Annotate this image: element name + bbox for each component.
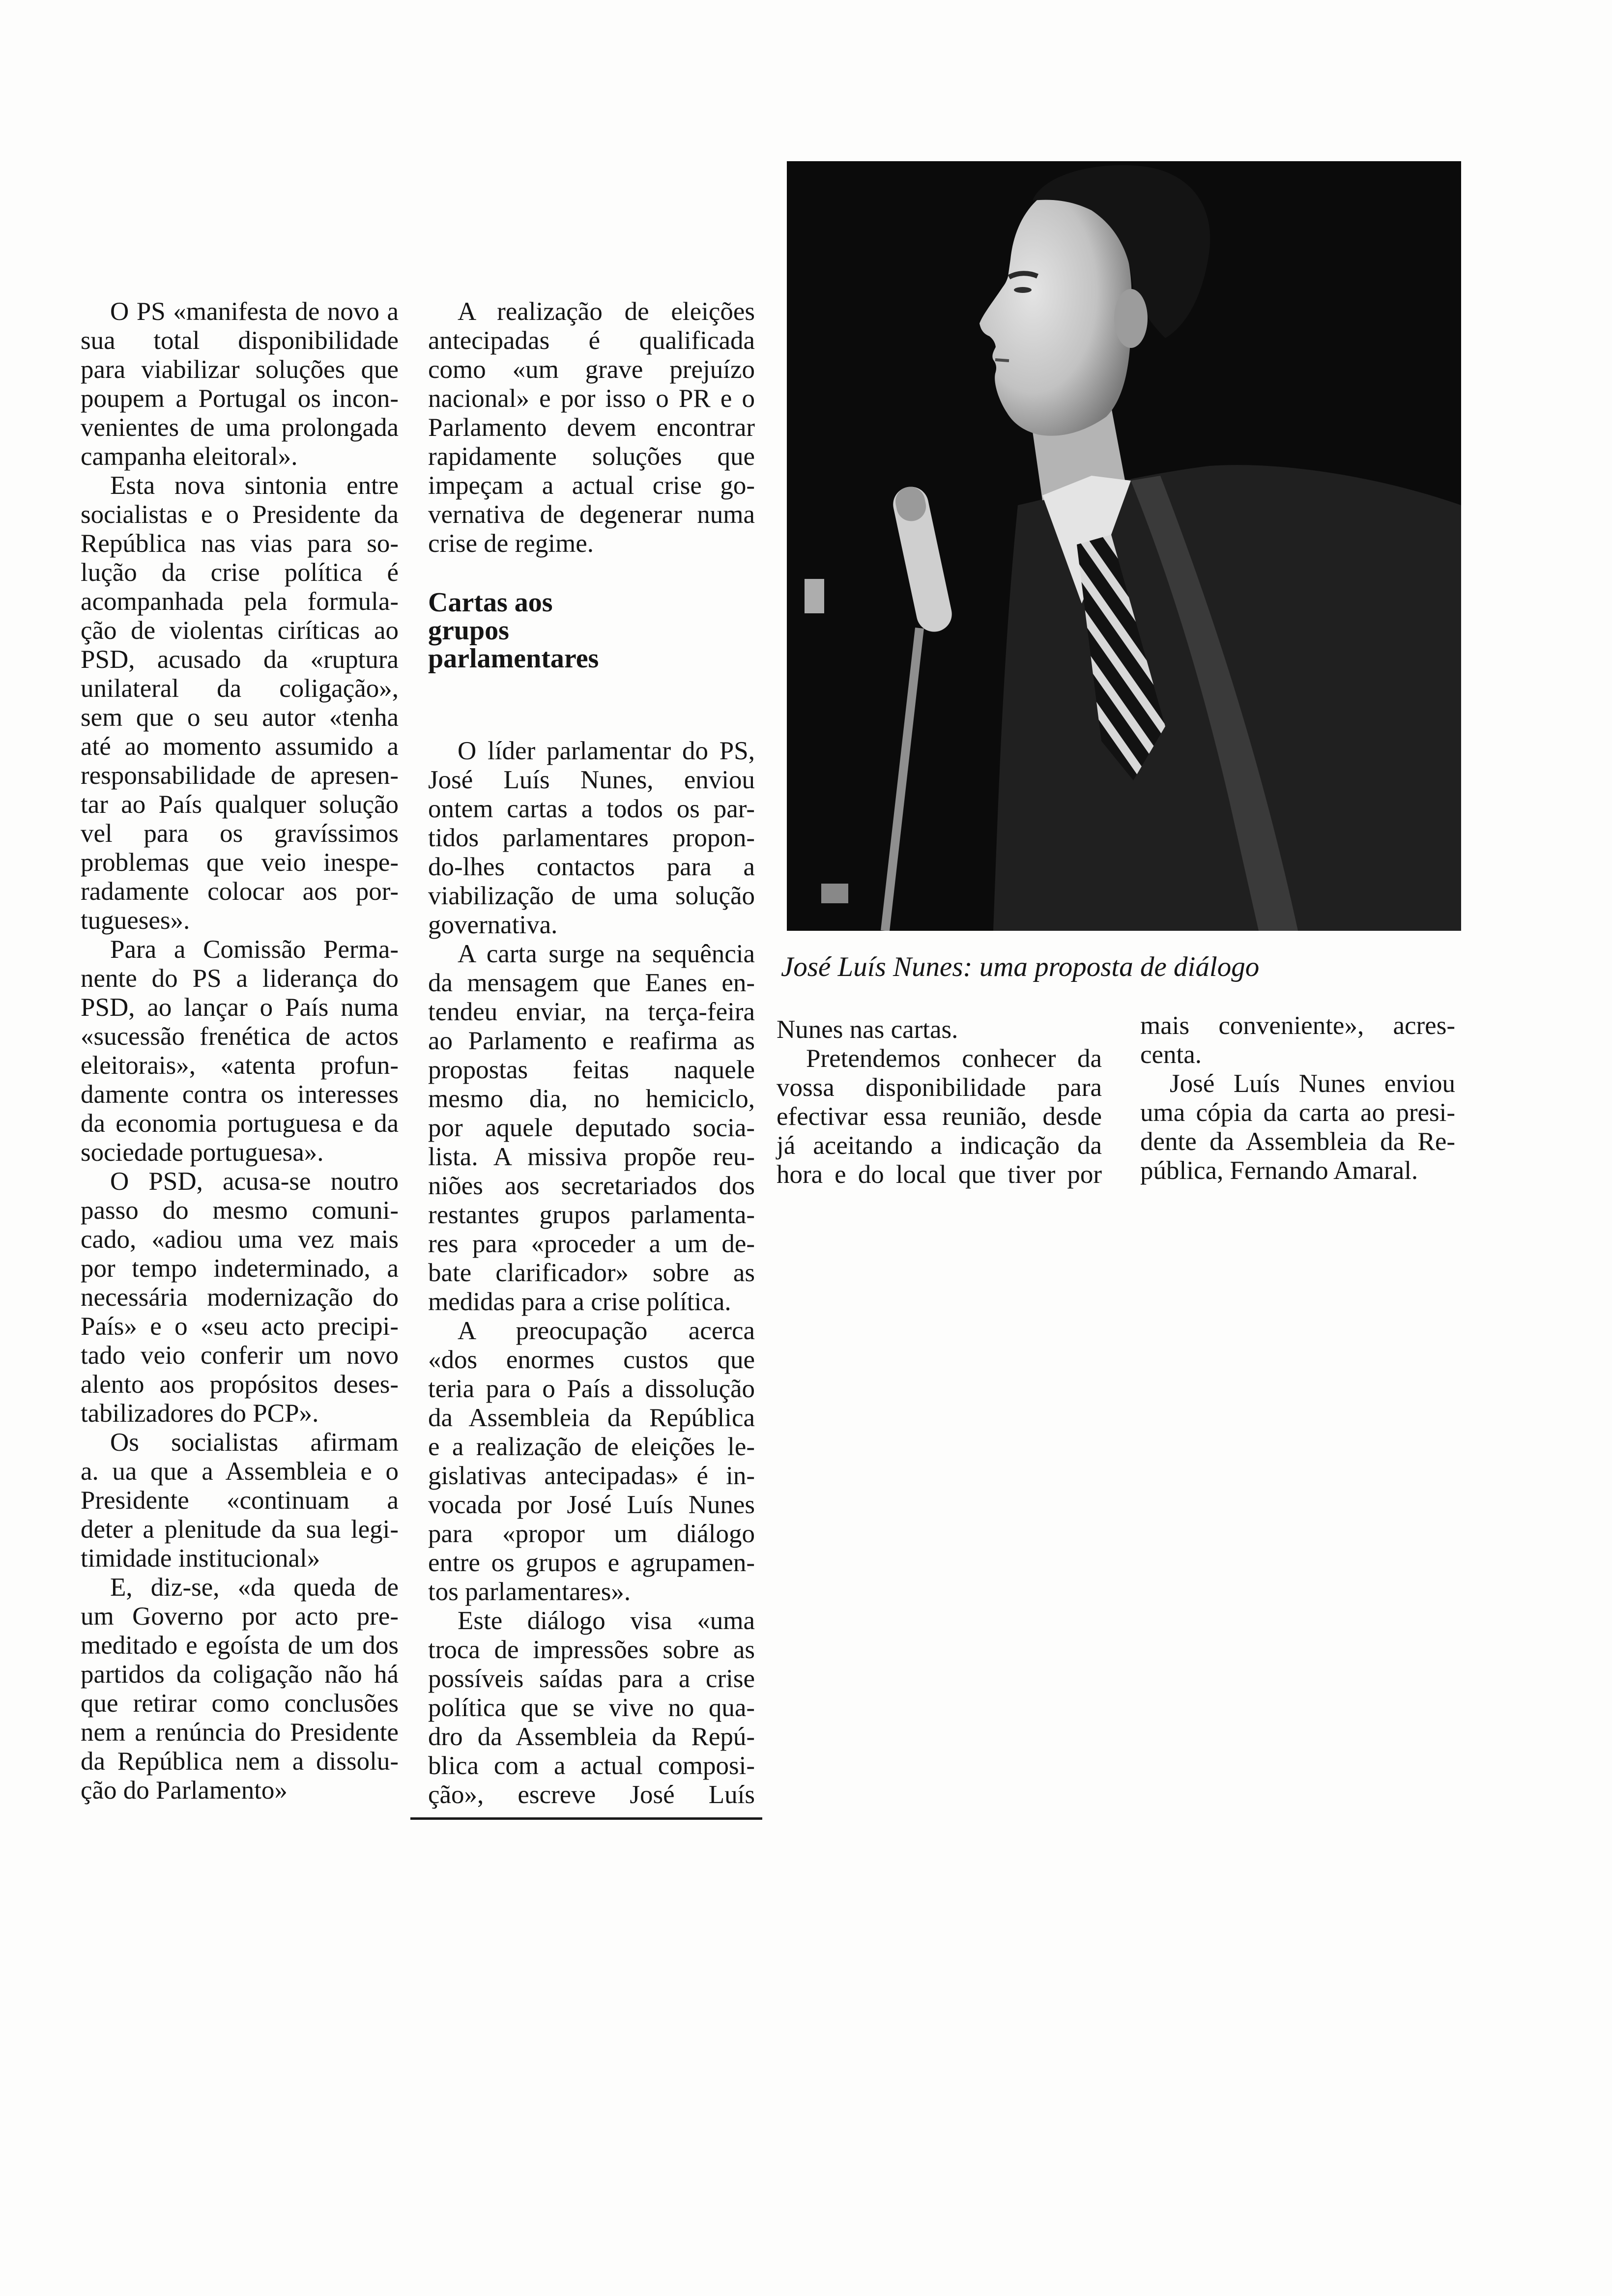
ear: [1114, 289, 1148, 348]
text-line: vernativa de degenerar numa: [428, 500, 755, 529]
subheading-line: parlamentares: [428, 643, 599, 674]
text-line: País» e o «seu acto precipi-: [81, 1312, 399, 1341]
article-paragraph: [428, 297, 755, 558]
text-line: responsabilidade de apresen-: [81, 761, 399, 790]
article-paragraph: [777, 1015, 1102, 1044]
section-subheading: [428, 589, 755, 673]
text-line: política que se vive no qua-: [428, 1693, 755, 1722]
text-line: ontem cartas a todos os par-: [428, 795, 755, 823]
text-line: cado, «adiou uma vez mais: [81, 1225, 399, 1254]
text-line: gislativas antecipadas» é in-: [428, 1462, 755, 1490]
text-line: vossa disponibilidade para: [777, 1073, 1102, 1102]
text-line: hora e do local que tiver por: [777, 1160, 1102, 1189]
text-line: já aceitando a indicação da: [777, 1131, 1102, 1160]
text-line: nem a renúncia do Presidente: [81, 1718, 399, 1747]
text-line: acompanhada pela formula-: [81, 587, 399, 616]
text-line: da economia portuguesa e da: [81, 1109, 399, 1138]
text-line: deter a plenitude da sua legi-: [81, 1515, 399, 1544]
text-line: O PSD, acusa-se noutro: [110, 1167, 399, 1196]
text-line: entre os grupos e agrupamen-: [428, 1549, 755, 1577]
article-paragraph: [428, 737, 755, 940]
text-line: governativa.: [428, 911, 558, 939]
text-line: blica com a actual composi-: [428, 1751, 755, 1780]
article-paragraph: [1140, 1011, 1455, 1069]
text-line: pública, Fernando Amaral.: [1140, 1156, 1418, 1185]
text-line: ao Parlamento e reafirma as: [428, 1027, 755, 1055]
subheading-line: grupos: [428, 615, 509, 646]
text-line: res para «proceder a um de-: [428, 1230, 755, 1258]
text-line: Este diálogo visa «uma: [458, 1607, 755, 1635]
text-line: José Luís Nunes enviou: [1170, 1069, 1455, 1098]
text-line: damente contra os interesses: [81, 1080, 399, 1109]
text-line: teria para o País a dissolução: [428, 1375, 755, 1403]
text-line: sua total disponibilidade: [81, 326, 399, 355]
text-line: E, diz-se, «da queda de: [110, 1573, 399, 1602]
text-line: nacional» e por isso o PR e o: [428, 384, 755, 413]
article-paragraph: [428, 1317, 755, 1607]
text-line: ção», escreve José Luís: [428, 1780, 755, 1809]
text-line: Presidente «continuam a: [81, 1486, 399, 1515]
text-line: campanha eleitoral».: [81, 442, 298, 471]
text-line: venientes de uma prolongada: [81, 413, 399, 442]
text-line: uma cópia da carta ao presi-: [1140, 1098, 1455, 1127]
text-line: Para a Comissão Perma-: [110, 935, 399, 964]
text-line: medidas para a crise política.: [428, 1288, 731, 1316]
light-glint: [805, 579, 824, 613]
text-line: A realização de eleições: [458, 297, 755, 326]
text-line: timidade institucional»: [81, 1544, 320, 1573]
text-line: crise de regime.: [428, 529, 594, 558]
mouth: [995, 360, 1009, 361]
text-line: Parlamento devem encontrar: [428, 413, 755, 442]
text-line: tugueses».: [81, 906, 190, 935]
text-line: necessária modernização do: [81, 1283, 399, 1312]
text-line: dente da Assembleia da Re-: [1140, 1127, 1455, 1156]
text-line: problemas que veio inespe-: [81, 848, 399, 877]
text-line: possíveis saídas para a crise: [428, 1665, 755, 1693]
article-paragraph: [81, 1167, 399, 1428]
article-column-1: [81, 297, 399, 1805]
text-line: «sucessão frenética de actos: [81, 1022, 399, 1051]
text-line: A preocupação acerca: [458, 1317, 755, 1345]
eye: [1014, 287, 1032, 293]
text-line: como «um grave prejuízo: [428, 355, 755, 384]
text-line: por aquele deputado socia-: [428, 1114, 755, 1142]
text-line: niões aos secretariados dos: [428, 1172, 755, 1200]
column-2-intro: [428, 297, 755, 558]
text-line: lista. A missiva propõe reu-: [428, 1143, 755, 1171]
article-paragraph: [1140, 1069, 1455, 1185]
text-line: impeçam a actual crise go-: [428, 471, 755, 500]
article-paragraph: [81, 1573, 399, 1805]
text-line: lução da crise política é: [81, 558, 399, 587]
text-line: O líder parlamentar do PS,: [458, 737, 755, 765]
text-line: ção do Parlamento»: [81, 1776, 288, 1805]
column-end-rule: [410, 1817, 762, 1820]
article-paragraph: [81, 297, 399, 471]
article-column-4: [1140, 1011, 1455, 1185]
article-column-3: [777, 1015, 1102, 1189]
text-line: ção de violentas ciríticas ao: [81, 616, 399, 645]
text-line: meditado e egoísta de um dos: [81, 1631, 399, 1660]
text-line: tabilizadores do PCP».: [81, 1399, 319, 1428]
text-line: socialistas e o Presidente da: [81, 500, 399, 529]
text-line: PSD, acusado da «ruptura: [81, 645, 399, 674]
text-line: tado veio conferir um novo: [81, 1341, 399, 1370]
text-line: mesmo dia, no hemiciclo,: [428, 1085, 755, 1113]
text-line: radamente colocar aos por-: [81, 877, 399, 906]
text-line: tidos parlamentares propon-: [428, 824, 755, 852]
article-paragraph: [81, 1428, 399, 1573]
text-line: viabilização de uma solução: [428, 882, 755, 910]
text-line: A carta surge na sequência: [458, 940, 755, 968]
article-paragraph: [428, 940, 755, 1317]
text-line: poupem a Portugal os incon-: [81, 384, 399, 413]
text-line: partidos da coligação não há: [81, 1660, 399, 1689]
text-line: da Assembleia da República: [428, 1404, 755, 1432]
text-line: sociedade portuguesa».: [81, 1138, 324, 1167]
text-line: eleitorais», «atenta profun-: [81, 1051, 399, 1080]
text-line: da República nem a dissolu-: [81, 1747, 399, 1776]
text-line: por tempo indeterminado, a: [81, 1254, 399, 1283]
text-line: para viabilizar soluções que: [81, 355, 399, 384]
text-line: que retirar como conclusões: [81, 1689, 399, 1718]
text-line: tos parlamentares».: [428, 1578, 631, 1606]
text-line: «dos enormes custos que: [428, 1346, 755, 1374]
text-line: República nas vias para so-: [81, 529, 399, 558]
article-column-2: [428, 297, 755, 1809]
text-line: sem que o seu autor «tenha: [81, 703, 399, 732]
text-line: tar ao País qualquer solução: [81, 790, 399, 819]
text-line: unilateral da coligação»,: [81, 674, 399, 703]
text-line: e a realização de eleições le-: [428, 1433, 755, 1461]
text-line: bate clarificador» sobre as: [428, 1259, 755, 1287]
text-line: propostas feitas naquele: [428, 1056, 755, 1084]
text-line: troca de impressões sobre as: [428, 1636, 755, 1664]
text-line: efectivar essa reunião, desde: [777, 1102, 1102, 1131]
text-line: a. ua que a Assembleia e o: [81, 1457, 399, 1486]
text-line: restantes grupos parlamenta-: [428, 1201, 755, 1229]
text-line: Pretendemos conhecer da: [806, 1044, 1102, 1073]
text-line: um Governo por acto pre-: [81, 1602, 399, 1631]
text-line: da mensagem que Eanes en-: [428, 969, 755, 997]
photo-caption: José Luís Nunes: uma proposta de diálogo: [781, 951, 1260, 982]
text-line: dro da Assembleia da Repú-: [428, 1722, 755, 1751]
text-line: antecipadas é qualificada: [428, 326, 755, 355]
portrait-photo: [787, 161, 1461, 931]
text-line: mais conveniente», acres-: [1140, 1011, 1455, 1040]
text-line: Os socialistas afirmam: [110, 1428, 399, 1457]
text-line: Esta nova sintonia entre: [110, 471, 399, 500]
article-paragraph: [81, 471, 399, 935]
article-paragraph: [777, 1044, 1102, 1189]
text-line: nente do PS a liderança do: [81, 964, 399, 993]
column-2-body: [428, 737, 755, 1809]
text-line: José Luís Nunes, enviou: [428, 766, 755, 794]
text-line: passo do mesmo comuni-: [81, 1196, 399, 1225]
news-photo: [787, 161, 1461, 931]
text-line: vel para os gravíssimos: [81, 819, 399, 848]
article-paragraph: [81, 935, 399, 1167]
text-line: para «propor um diálogo: [428, 1520, 755, 1548]
text-line: Nunes nas cartas.: [777, 1015, 958, 1044]
article-paragraph: [428, 1607, 755, 1809]
text-line: vocada por José Luís Nunes: [428, 1491, 755, 1519]
text-line: PSD, ao lançar o País numa: [81, 993, 399, 1022]
text-line: tendeu enviar, na terça-feira: [428, 998, 755, 1026]
subheading-line: Cartas aos: [428, 587, 553, 618]
text-line: O PS «manifesta de novo a: [110, 297, 399, 326]
text-line: centa.: [1140, 1040, 1202, 1069]
text-line: rapidamente soluções que: [428, 442, 755, 471]
text-line: do-lhes contactos para a: [428, 853, 755, 881]
text-line: até ao momento assumido a: [81, 732, 399, 761]
light-glint: [821, 884, 848, 903]
text-line: alento aos propósitos deses-: [81, 1370, 399, 1399]
